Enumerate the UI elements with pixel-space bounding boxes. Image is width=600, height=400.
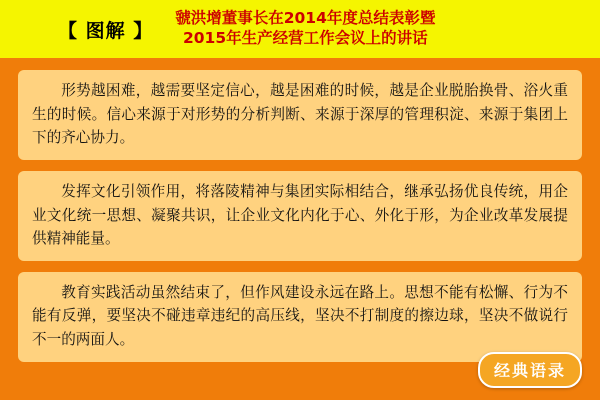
page-title-line-1: 虢洪增董事长在2014年度总结表彰暨 — [175, 9, 436, 28]
classic-quotes-stamp: 经典语录 — [478, 352, 582, 388]
quote-box-2: 发挥文化引领作用，将落陵精神与集团实际相结合，继承弘扬优良传统，用企业文化统一思想、凝聚共识，让企业文化内化于心、外化于形，为企业改革发展提供精神能量。 — [18, 171, 582, 261]
quote-box-3: 教育实践活动虽然结束了，但作风建设永远在路上。思想不能有松懈、行为不能有反弹，要坚决不碰违章违纪的高压线，坚决不打制度的擦边球，坚决不做说行不一的两面人。 — [18, 272, 582, 362]
page-title — [175, 9, 435, 49]
quote-box-1: 形势越困难，越需要坚定信心，越是困难的时候，越是企业脱胎换骨、浴火重生的时候。信心来源于对形势的分析判断、来源于深厚的管理积淀、来源于集团上下的齐心协力。 — [18, 70, 582, 160]
page-title-line-2: 2015年生产经营工作会议上的讲话 — [182, 29, 428, 47]
header-badge: 【 图解 】 — [58, 19, 154, 42]
content-area — [0, 58, 600, 400]
header-band — [0, 0, 600, 58]
